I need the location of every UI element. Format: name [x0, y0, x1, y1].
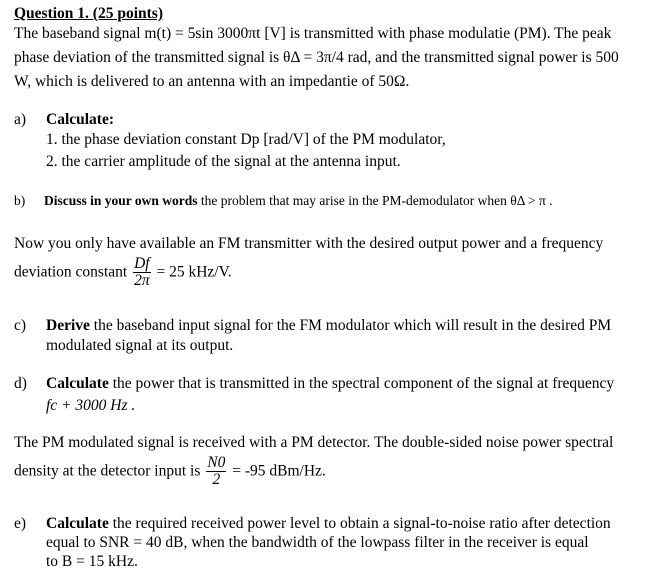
fm-fraction-denominator: 2π [134, 272, 150, 290]
part-a-heading: Calculate: [46, 111, 115, 128]
fm-intro-line-1: Now you only have available an FM transmitter with the desired output power and a frequency [14, 235, 604, 252]
part-e-rest-1: the required received power level to obtain a signal-to-noise ratio after detection [112, 515, 611, 532]
intro-line-1: The baseband signal m(t) = 5sin 3000πt [V] is transmitted with phase modulatie (PM). The peak [14, 25, 612, 42]
fm-intro-line-2 [14, 256, 647, 290]
part-d-rest-1: the power that is transmitted in the spectral component of the signal at frequency [112, 375, 615, 392]
part-d-label: d) [14, 375, 27, 392]
part-e-line-3: to B = 15 kHz. [46, 553, 138, 570]
part-b-text [44, 192, 647, 210]
part-c-bold: Derive [46, 317, 90, 334]
part-e-line-1 [46, 514, 647, 535]
noise-fraction-numerator: N0 [207, 454, 226, 471]
fm-intro-pre: deviation constant [14, 263, 128, 281]
part-d-bold: Calculate [46, 375, 109, 392]
part-d-line-1 [46, 374, 647, 395]
fm-deviation-fraction [133, 256, 151, 290]
part-c-line-1 [46, 316, 647, 337]
part-c-rest-1: the baseband input signal for the FM modulator which will result in the desired PM [93, 317, 612, 334]
pm-detect-line-2 [14, 455, 647, 489]
part-e-label: e) [14, 515, 27, 532]
part-b-rest: the problem that may arise in the PM-demodulator when θΔ > π . [200, 193, 553, 208]
part-a-label: a) [14, 111, 27, 128]
intro-line-3: W, which is delivered to an antenna with an impedantie of 50Ω. [14, 73, 410, 90]
part-b-bold: Discuss in your own words [44, 193, 198, 208]
pm-detect-line-1: The PM modulated signal is received with a PM detector. The double-sided noise power spectral [14, 434, 614, 451]
intro-line-2: phase deviation of the transmitted signal is θΔ = 3π/4 rad, and the transmitted signal power is 500 [14, 49, 619, 66]
part-e-line-2: equal to SNR = 40 dB, when the bandwidth of the lowpass filter in the receiver is equal [46, 534, 589, 551]
part-a-item-1: 1. the phase deviation constant Dp [rad/V] of the PM modulator, [46, 131, 446, 148]
part-d-line-2: fc + 3000 Hz . [46, 397, 136, 414]
part-c-label: c) [14, 317, 27, 334]
question-title: Question 1. (25 points) [14, 5, 163, 22]
part-c-line-2: modulated signal at its output. [46, 337, 234, 354]
noise-fraction [206, 455, 226, 489]
pm-detect-pre: density at the detector input is [14, 462, 201, 480]
part-b-label: b) [14, 193, 26, 208]
fm-intro-post: = 25 kHz/V. [156, 263, 232, 281]
pm-detect-post: = -95 dBm/Hz. [232, 462, 326, 480]
part-e-bold: Calculate [46, 515, 109, 532]
noise-fraction-denominator: 2 [212, 471, 221, 489]
part-a-item-2: 2. the carrier amplitude of the signal at the antenna input. [46, 153, 401, 170]
fm-fraction-numerator: Df [134, 255, 150, 272]
